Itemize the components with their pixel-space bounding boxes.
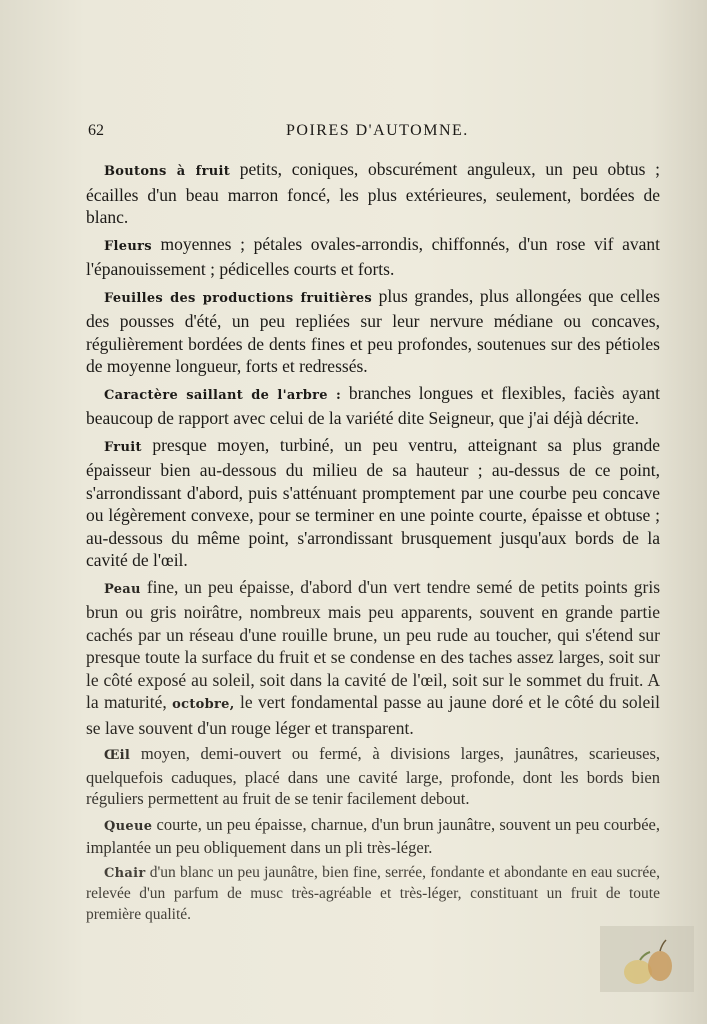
paragraph-queue — [86, 814, 660, 859]
term-chair: Chair — [104, 865, 146, 881]
text-fruit: presque moyen, turbiné, un peu ventru, atteignant sa plus grande épaisseur bien au-dessous du milieu de sa hauteur ; au-dessus de ce point, s'arrondissant d'abord, puis s'atténuant promptement par une courbe peu concave ou légèrement convexe, pour se terminer en une pointe courte, épaisse et obtuse ; au-dessous du même point, s'arrondissant brusquement jusqu'aux bords de la cavité de l'œil. — [86, 434, 660, 570]
paragraph-feuilles — [86, 285, 660, 378]
page-header — [88, 122, 608, 146]
text-boutons: petits, coniques, obscurément anguleux, un peu obtus ; écailles d'un beau marron foncé, les plus extérieures, seulement, bordées de blanc. — [86, 159, 661, 227]
page-body — [86, 158, 660, 929]
text-feuilles: plus grandes, plus allongées que celles des pousses d'été, un peu repliées sur leur nervure médiane ou concaves, régulièrement bordées de dents fines et peu profondes, soutenues sur des pétioles de moyenne longueur, forts et redressés. — [86, 285, 660, 376]
text-peau-after: le vert fondamental passe au jaune doré et le côté du soleil se lave souvent d'un rouge léger et transparent. — [86, 692, 661, 738]
text-peau: fine, un peu épaisse, d'abord d'un vert tendre semé de petits points gris brun ou gris noirâtre, nombreux mais peu apparents, souvent en grande partie cachés par un réseau d'une rouille brune, un peu rude au toucher, qui s'étend sur presque toute la surface du fruit et se condense en des taches assez larges, soit sur le côté exposé au soleil, soit dans la cavité de l'œil, soit sur le sommet du fruit. A la maturité, — [86, 576, 660, 712]
paragraph-fruit — [86, 434, 660, 572]
text-fleurs: moyennes ; pétales ovales-arrondis, chiffonnés, d'un rose vif avant l'épanouissement ; pédicelles courts et forts. — [86, 233, 660, 279]
text-chair: d'un blanc un peu jaunâtre, bien fine, serrée, fondante et abondante en eau sucrée, relevée d'un parfum de musc très-agréable et très-léger, constituant un fruit de toute première qualité. — [86, 863, 660, 923]
term-fleurs: Fleurs — [104, 238, 152, 254]
paragraph-fleurs — [86, 233, 660, 281]
text-caractere: branches longues et flexibles, faciès ayant beaucoup de rapport avec celui de la variété dite Seigneur, que j'ai déjà décrite. — [86, 382, 661, 428]
term-caractere: Caractère saillant de l'arbre : — [104, 387, 342, 403]
pear-stamp-icon — [600, 926, 694, 992]
term-boutons: Boutons à fruit — [104, 164, 231, 179]
paragraph-chair — [86, 863, 660, 926]
term-oeil: Œil — [104, 748, 131, 763]
text-queue: courte, un peu épaisse, charnue, d'un brun jaunâtre, souvent un peu courbée, implantée un peu obliquement dans un pli très-léger. — [86, 814, 660, 857]
term-queue: Queue — [104, 818, 153, 834]
term-fruit: Fruit — [104, 439, 142, 455]
paragraph-caractere — [86, 382, 660, 430]
paragraph-oeil — [86, 743, 660, 810]
term-feuilles: Feuilles des productions fruitières — [104, 290, 373, 306]
page-number: 62 — [88, 122, 104, 139]
running-title: POIRES D'AUTOMNE. — [286, 122, 469, 139]
term-peau: Peau — [104, 581, 141, 597]
term-octobre: octobre, — [172, 697, 235, 712]
paragraph-peau — [86, 576, 660, 740]
paragraph-boutons — [86, 158, 660, 229]
text-oeil: moyen, demi-ouvert ou fermé, à divisions larges, jaunâtres, scarieuses, quelquefois caduques, placé dans une cavité large, profonde, dont les bords bien réguliers permettent au fruit de se tenir facilement debout. — [86, 744, 660, 808]
